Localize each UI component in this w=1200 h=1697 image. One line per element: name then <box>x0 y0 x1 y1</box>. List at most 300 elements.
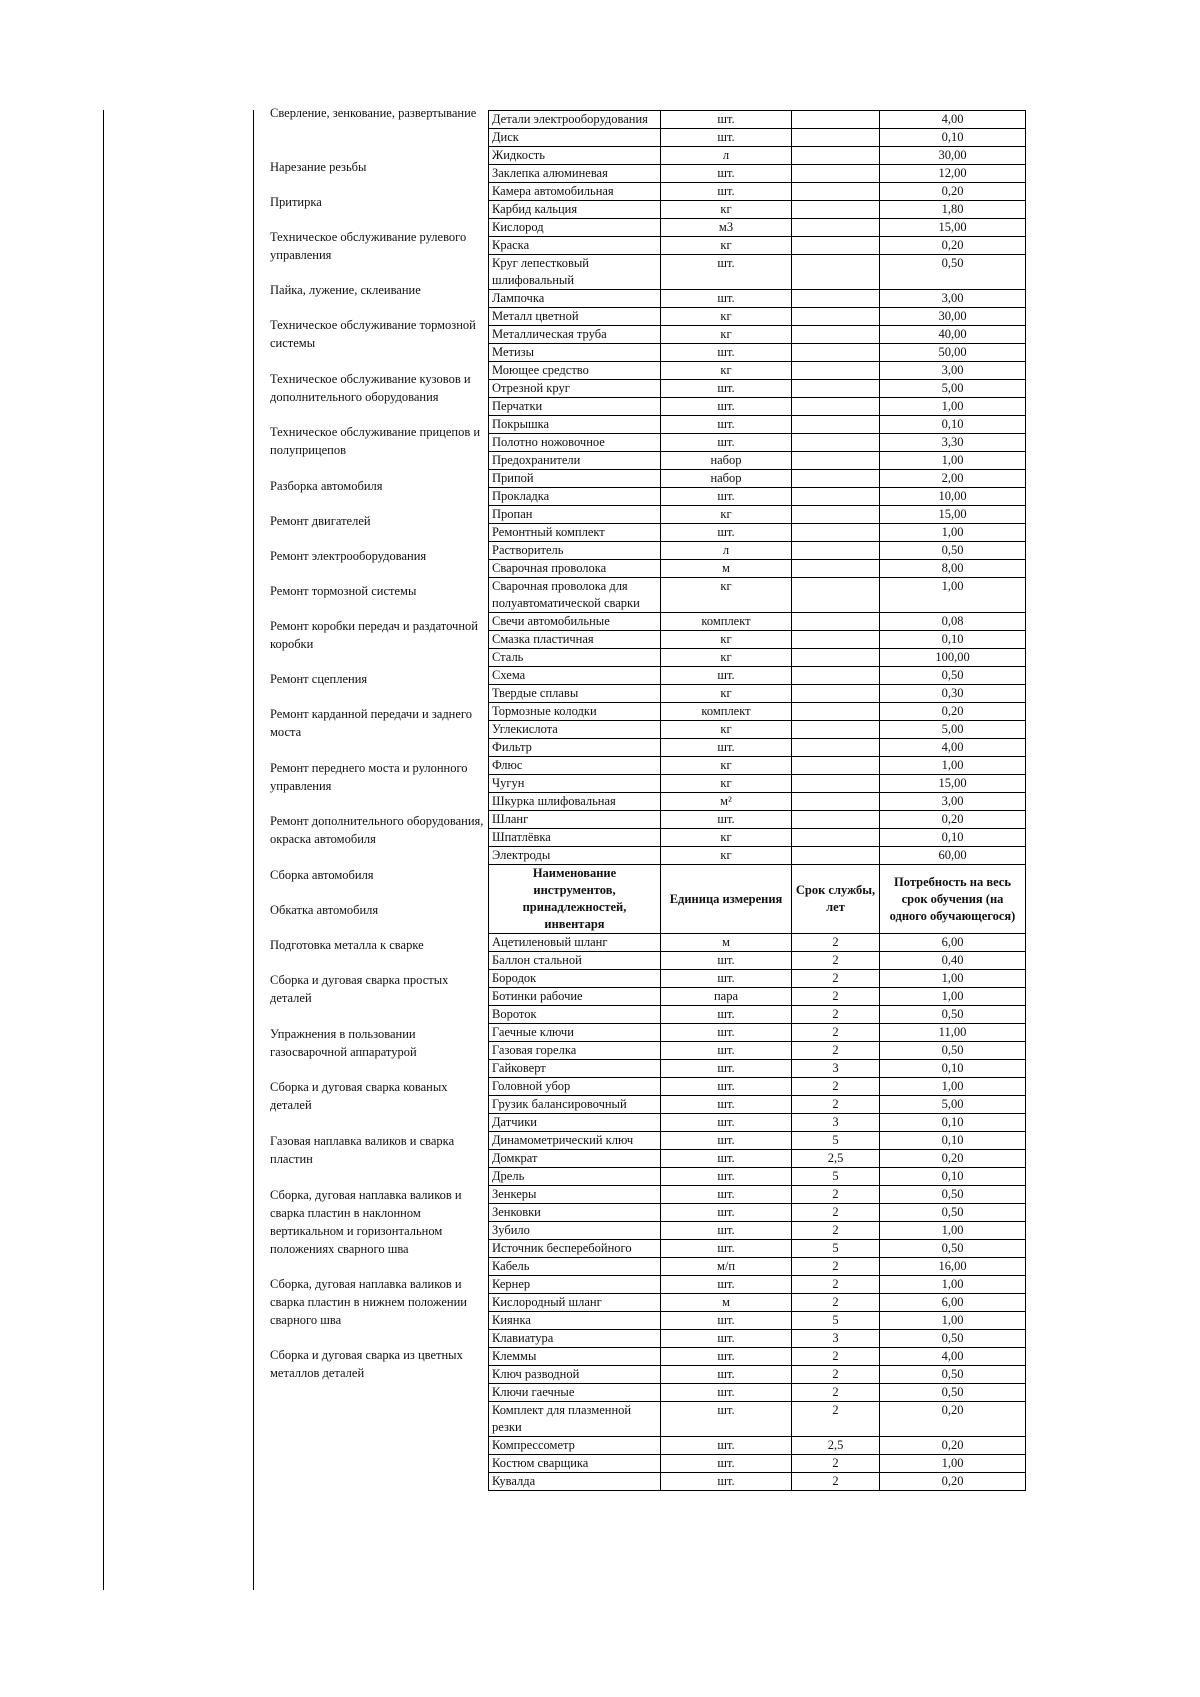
unit-cell: кг <box>661 649 792 667</box>
item-name-cell: Металл цветной <box>489 308 661 326</box>
unit-cell: шт. <box>661 1114 792 1132</box>
quantity-cell: 0,50 <box>880 255 1026 290</box>
material-row <box>489 111 1026 129</box>
unit-cell: шт. <box>661 1150 792 1168</box>
item-name-cell: Лампочка <box>489 290 661 308</box>
item-name-cell: Шланг <box>489 811 661 829</box>
service-life-cell <box>792 488 880 506</box>
service-life-cell <box>792 129 880 147</box>
unit-cell: шт. <box>661 1455 792 1473</box>
unit-cell: кг <box>661 506 792 524</box>
item-name-cell: Кувалда <box>489 1473 661 1491</box>
unit-cell: шт. <box>661 1312 792 1330</box>
item-name-cell: Наименование инструментов, принадлежностей, инвентаря <box>489 865 661 934</box>
topic-item: Сборка, дуговая наплавка валиков и сварка пластин в нижнем положении сварного шва <box>270 1277 467 1327</box>
material-row <box>489 147 1026 165</box>
tool-row <box>489 970 1026 988</box>
item-name-cell: Комплект для плазменной резки <box>489 1402 661 1437</box>
quantity-cell: 0,20 <box>880 183 1026 201</box>
quantity-cell: 0,10 <box>880 129 1026 147</box>
service-life-cell: 2 <box>792 1078 880 1096</box>
material-row <box>489 201 1026 219</box>
topic-item: Ремонт коробки передач и раздаточной коробки <box>270 619 478 651</box>
service-life-cell: 2 <box>792 1276 880 1294</box>
quantity-cell: 6,00 <box>880 934 1026 952</box>
item-name-cell: Гаечные ключи <box>489 1024 661 1042</box>
tool-row <box>489 1222 1026 1240</box>
tool-row <box>489 1096 1026 1114</box>
material-row <box>489 775 1026 793</box>
service-life-cell: 3 <box>792 1114 880 1132</box>
unit-cell: комплект <box>661 703 792 721</box>
item-name-cell: Моющее средство <box>489 362 661 380</box>
service-life-cell <box>792 165 880 183</box>
unit-cell: шт. <box>661 183 792 201</box>
quantity-cell: 0,50 <box>880 1006 1026 1024</box>
quantity-cell: 0,20 <box>880 1437 1026 1455</box>
service-life-cell: 5 <box>792 1168 880 1186</box>
item-name-cell: Кабель <box>489 1258 661 1276</box>
material-row <box>489 362 1026 380</box>
material-row <box>489 829 1026 847</box>
item-name-cell: Домкрат <box>489 1150 661 1168</box>
service-life-cell <box>792 506 880 524</box>
item-name-cell: Диск <box>489 129 661 147</box>
quantity-cell: 2,00 <box>880 470 1026 488</box>
quantity-cell: 15,00 <box>880 775 1026 793</box>
quantity-cell: 3,00 <box>880 362 1026 380</box>
item-name-cell: Детали электрооборудования <box>489 111 661 129</box>
item-name-cell: Источник бесперебойного <box>489 1240 661 1258</box>
quantity-cell: 0,10 <box>880 1132 1026 1150</box>
tool-row <box>489 952 1026 970</box>
quantity-cell: 1,00 <box>880 988 1026 1006</box>
service-life-cell: 2,5 <box>792 1437 880 1455</box>
item-name-cell: Кислород <box>489 219 661 237</box>
quantity-cell: 0,10 <box>880 631 1026 649</box>
material-row <box>489 380 1026 398</box>
tool-row <box>489 934 1026 952</box>
quantity-cell: 1,00 <box>880 1078 1026 1096</box>
item-name-cell: Тормозные колодки <box>489 703 661 721</box>
item-name-cell: Металлическая труба <box>489 326 661 344</box>
item-name-cell: Зубило <box>489 1222 661 1240</box>
item-name-cell: Сталь <box>489 649 661 667</box>
service-life-cell <box>792 667 880 685</box>
unit-cell: шт. <box>661 1024 792 1042</box>
unit-cell: шт. <box>661 739 792 757</box>
materials-tools-table <box>488 110 1026 1491</box>
topic-item: Ремонт дополнительного оборудования, окраска автомобиля <box>270 814 484 846</box>
service-life-cell <box>792 613 880 631</box>
item-name-cell: Динамометрический ключ <box>489 1132 661 1150</box>
item-name-cell: Перчатки <box>489 398 661 416</box>
service-life-cell <box>792 147 880 165</box>
material-row <box>489 578 1026 613</box>
service-life-cell: 2 <box>792 1294 880 1312</box>
service-life-cell: 2 <box>792 970 880 988</box>
item-name-cell: Предохранители <box>489 452 661 470</box>
quantity-cell: 8,00 <box>880 560 1026 578</box>
tool-row <box>489 1114 1026 1132</box>
topic-item: Техническое обслуживание тормозной системы <box>270 318 476 350</box>
unit-cell: шт. <box>661 434 792 452</box>
unit-cell: кг <box>661 631 792 649</box>
quantity-cell: 1,00 <box>880 970 1026 988</box>
quantity-cell: 1,00 <box>880 1312 1026 1330</box>
topic-item: Техническое обслуживание кузовов и дополнительного оборудования <box>270 372 471 404</box>
topic-item: Нарезание резьбы <box>270 160 367 174</box>
item-name-cell: Грузик балансировочный <box>489 1096 661 1114</box>
unit-cell: шт. <box>661 1348 792 1366</box>
item-name-cell: Заклепка алюминевая <box>489 165 661 183</box>
topic-item: Газовая наплавка валиков и сварка пластин <box>270 1134 455 1166</box>
unit-cell: шт. <box>661 380 792 398</box>
quantity-cell: 15,00 <box>880 219 1026 237</box>
unit-cell: шт. <box>661 1240 792 1258</box>
service-life-cell: 2 <box>792 1024 880 1042</box>
item-name-cell: Чугун <box>489 775 661 793</box>
item-name-cell: Вороток <box>489 1006 661 1024</box>
unit-cell: шт. <box>661 1006 792 1024</box>
quantity-cell: 0,10 <box>880 1114 1026 1132</box>
unit-cell: м <box>661 934 792 952</box>
unit-cell: м <box>661 560 792 578</box>
item-name-cell: Костюм сварщика <box>489 1455 661 1473</box>
unit-cell: шт. <box>661 667 792 685</box>
tool-row <box>489 1042 1026 1060</box>
material-row <box>489 255 1026 290</box>
item-name-cell: Углекислота <box>489 721 661 739</box>
material-row <box>489 452 1026 470</box>
service-life-cell: 2 <box>792 1455 880 1473</box>
unit-cell: шт. <box>661 1042 792 1060</box>
unit-cell: шт. <box>661 129 792 147</box>
item-name-cell: Ботинки рабочие <box>489 988 661 1006</box>
unit-cell: кг <box>661 757 792 775</box>
item-name-cell: Ацетиленовый шланг <box>489 934 661 952</box>
quantity-cell: 0,20 <box>880 703 1026 721</box>
unit-cell: шт. <box>661 524 792 542</box>
service-life-cell: 2 <box>792 1222 880 1240</box>
unit-cell: шт. <box>661 1384 792 1402</box>
quantity-cell: 0,50 <box>880 1042 1026 1060</box>
quantity-cell: 0,20 <box>880 1473 1026 1491</box>
item-name-cell: Бородок <box>489 970 661 988</box>
tool-row <box>489 1437 1026 1455</box>
unit-cell: кг <box>661 578 792 613</box>
item-name-cell: Электроды <box>489 847 661 865</box>
material-row <box>489 793 1026 811</box>
unit-cell: шт. <box>661 1330 792 1348</box>
unit-cell: шт. <box>661 165 792 183</box>
unit-cell: кг <box>661 775 792 793</box>
item-name-cell: Жидкость <box>489 147 661 165</box>
service-life-cell: 2 <box>792 1348 880 1366</box>
material-row <box>489 308 1026 326</box>
tool-row <box>489 1455 1026 1473</box>
service-life-cell: 5 <box>792 1132 880 1150</box>
service-life-cell: 3 <box>792 1330 880 1348</box>
material-row <box>489 165 1026 183</box>
service-life-cell <box>792 631 880 649</box>
quantity-cell: 4,00 <box>880 739 1026 757</box>
unit-cell: кг <box>661 201 792 219</box>
item-name-cell: Дрель <box>489 1168 661 1186</box>
service-life-cell: 2 <box>792 1204 880 1222</box>
item-name-cell: Метизы <box>489 344 661 362</box>
material-row <box>489 721 1026 739</box>
topic-item: Сборка автомобиля <box>270 868 374 882</box>
tool-row <box>489 1258 1026 1276</box>
unit-cell: набор <box>661 452 792 470</box>
unit-cell: м/п <box>661 1258 792 1276</box>
tool-row <box>489 1186 1026 1204</box>
item-name-cell: Краска <box>489 237 661 255</box>
quantity-cell: 1,80 <box>880 201 1026 219</box>
item-name-cell: Сварочная проволока для полуавтоматической сварки <box>489 578 661 613</box>
service-life-cell: 2 <box>792 988 880 1006</box>
unit-cell: кг <box>661 721 792 739</box>
unit-cell: кг <box>661 326 792 344</box>
item-name-cell: Свечи автомобильные <box>489 613 661 631</box>
topic-item: Ремонт двигателей <box>270 514 371 528</box>
material-row <box>489 560 1026 578</box>
tool-row <box>489 1240 1026 1258</box>
material-row <box>489 470 1026 488</box>
service-life-cell <box>792 793 880 811</box>
material-row <box>489 344 1026 362</box>
material-row <box>489 237 1026 255</box>
quantity-cell: 0,50 <box>880 1384 1026 1402</box>
topic-item: Сборка и дуговая сварка кованых деталей <box>270 1080 448 1112</box>
topic-item: Техническое обслуживание рулевого управления <box>270 230 467 262</box>
quantity-cell: 0,50 <box>880 1186 1026 1204</box>
service-life-cell <box>792 829 880 847</box>
quantity-cell: 1,00 <box>880 1222 1026 1240</box>
material-row <box>489 488 1026 506</box>
item-name-cell: Отрезной круг <box>489 380 661 398</box>
item-name-cell: Ремонтный комплект <box>489 524 661 542</box>
service-life-cell: 2,5 <box>792 1150 880 1168</box>
item-name-cell: Покрышка <box>489 416 661 434</box>
service-life-cell <box>792 201 880 219</box>
page-left-rule <box>103 110 104 1590</box>
item-name-cell: Прокладка <box>489 488 661 506</box>
tool-row <box>489 1366 1026 1384</box>
material-row <box>489 739 1026 757</box>
quantity-cell: 15,00 <box>880 506 1026 524</box>
service-life-cell <box>792 308 880 326</box>
unit-cell: шт. <box>661 1060 792 1078</box>
material-row <box>489 524 1026 542</box>
tool-row <box>489 1006 1026 1024</box>
service-life-cell <box>792 775 880 793</box>
quantity-cell: 0,20 <box>880 1150 1026 1168</box>
quantity-cell: 1,00 <box>880 398 1026 416</box>
service-life-cell <box>792 685 880 703</box>
material-row <box>489 703 1026 721</box>
quantity-cell: 0,20 <box>880 1402 1026 1437</box>
item-name-cell: Круг лепестковый шлифовальный <box>489 255 661 290</box>
service-life-cell <box>792 326 880 344</box>
material-row <box>489 416 1026 434</box>
quantity-cell: 0,50 <box>880 1240 1026 1258</box>
quantity-cell: 4,00 <box>880 1348 1026 1366</box>
item-name-cell: Ключ разводной <box>489 1366 661 1384</box>
service-life-cell <box>792 183 880 201</box>
item-name-cell: Карбид кальция <box>489 201 661 219</box>
unit-cell: кг <box>661 829 792 847</box>
service-life-cell <box>792 739 880 757</box>
quantity-cell: 0,30 <box>880 685 1026 703</box>
service-life-cell: 2 <box>792 952 880 970</box>
quantity-cell: 0,10 <box>880 1168 1026 1186</box>
item-name-cell: Зенкеры <box>489 1186 661 1204</box>
service-life-cell: 3 <box>792 1060 880 1078</box>
topic-item: Пайка, лужение, склеивание <box>270 283 421 297</box>
unit-cell: м3 <box>661 219 792 237</box>
tool-row <box>489 1294 1026 1312</box>
item-name-cell: Баллон стальной <box>489 952 661 970</box>
quantity-cell: 5,00 <box>880 380 1026 398</box>
material-row <box>489 219 1026 237</box>
quantity-cell: 40,00 <box>880 326 1026 344</box>
topic-item: Сверление, зенкование, развертывание <box>270 106 477 120</box>
service-life-cell <box>792 649 880 667</box>
unit-cell: кг <box>661 308 792 326</box>
item-name-cell: Шкурка шлифовальная <box>489 793 661 811</box>
unit-cell: л <box>661 147 792 165</box>
item-name-cell: Гайковерт <box>489 1060 661 1078</box>
tool-row <box>489 1348 1026 1366</box>
quantity-cell: 0,20 <box>880 811 1026 829</box>
material-row <box>489 757 1026 775</box>
unit-cell: комплект <box>661 613 792 631</box>
service-life-cell <box>792 434 880 452</box>
item-name-cell: Твердые сплавы <box>489 685 661 703</box>
quantity-cell: 50,00 <box>880 344 1026 362</box>
topic-item: Разборка автомобиля <box>270 479 383 493</box>
unit-cell: шт. <box>661 811 792 829</box>
material-row <box>489 847 1026 865</box>
unit-cell: шт. <box>661 1204 792 1222</box>
quantity-cell: 16,00 <box>880 1258 1026 1276</box>
unit-cell: шт. <box>661 1366 792 1384</box>
unit-cell: шт. <box>661 1473 792 1491</box>
service-life-cell <box>792 255 880 290</box>
topic-item: Подготовка металла к сварке <box>270 938 424 952</box>
topic-item: Сборка и дуговая сварка из цветных металлов деталей <box>270 1348 463 1380</box>
unit-cell: м² <box>661 793 792 811</box>
quantity-cell: 0,50 <box>880 1330 1026 1348</box>
service-life-cell: 2 <box>792 934 880 952</box>
unit-cell: кг <box>661 847 792 865</box>
quantity-cell: 0,10 <box>880 1060 1026 1078</box>
item-name-cell: Ключи гаечные <box>489 1384 661 1402</box>
material-row <box>489 398 1026 416</box>
service-life-cell: 2 <box>792 1402 880 1437</box>
unit-cell: шт. <box>661 1276 792 1294</box>
unit-cell: шт. <box>661 255 792 290</box>
material-row <box>489 326 1026 344</box>
tool-row <box>489 1473 1026 1491</box>
material-row <box>489 811 1026 829</box>
quantity-cell: 1,00 <box>880 524 1026 542</box>
topic-item: Ремонт сцепления <box>270 672 368 686</box>
tool-row <box>489 1132 1026 1150</box>
quantity-cell: 0,08 <box>880 613 1026 631</box>
unit-cell: шт. <box>661 1437 792 1455</box>
quantity-cell: 1,00 <box>880 757 1026 775</box>
unit-cell: шт. <box>661 1132 792 1150</box>
item-name-cell: Зенковки <box>489 1204 661 1222</box>
unit-cell: кг <box>661 362 792 380</box>
material-row <box>489 542 1026 560</box>
item-name-cell: Растворитель <box>489 542 661 560</box>
item-name-cell: Камера автомобильная <box>489 183 661 201</box>
item-name-cell: Пропан <box>489 506 661 524</box>
service-life-cell <box>792 757 880 775</box>
tool-row <box>489 1168 1026 1186</box>
material-row <box>489 434 1026 452</box>
quantity-cell: 4,00 <box>880 111 1026 129</box>
service-life-cell <box>792 470 880 488</box>
unit-cell: Единица измерения <box>661 865 792 934</box>
material-row <box>489 183 1026 201</box>
quantity-cell: 10,00 <box>880 488 1026 506</box>
material-row <box>489 649 1026 667</box>
quantity-cell: 0,50 <box>880 542 1026 560</box>
material-row <box>489 613 1026 631</box>
service-life-cell: 2 <box>792 1473 880 1491</box>
service-life-cell: 2 <box>792 1366 880 1384</box>
quantity-cell: 12,00 <box>880 165 1026 183</box>
service-life-cell <box>792 111 880 129</box>
unit-cell: шт. <box>661 398 792 416</box>
tool-row <box>489 1330 1026 1348</box>
topic-item: Ремонт электрооборудования <box>270 549 427 563</box>
topic-item: Техническое обслуживание прицепов и полуприцепов <box>270 425 481 457</box>
unit-cell: шт. <box>661 1186 792 1204</box>
item-name-cell: Полотно ножовочное <box>489 434 661 452</box>
service-life-cell <box>792 380 880 398</box>
quantity-cell: 5,00 <box>880 1096 1026 1114</box>
tool-row <box>489 988 1026 1006</box>
unit-cell: шт. <box>661 952 792 970</box>
tools-header-row <box>489 865 1026 934</box>
quantity-cell: 0,50 <box>880 667 1026 685</box>
service-life-cell: Срок службы, лет <box>792 865 880 934</box>
item-name-cell: Кернер <box>489 1276 661 1294</box>
item-name-cell: Схема <box>489 667 661 685</box>
quantity-cell: 1,00 <box>880 1276 1026 1294</box>
material-row <box>489 685 1026 703</box>
service-life-cell: 5 <box>792 1312 880 1330</box>
tool-row <box>489 1078 1026 1096</box>
quantity-cell: 3,30 <box>880 434 1026 452</box>
tool-row <box>489 1150 1026 1168</box>
item-name-cell: Шпатлёвка <box>489 829 661 847</box>
quantity-cell: Потребность на весь срок обучения (на одного обучающегося) <box>880 865 1026 934</box>
service-life-cell: 2 <box>792 1006 880 1024</box>
tool-row <box>489 1060 1026 1078</box>
material-row <box>489 290 1026 308</box>
service-life-cell <box>792 524 880 542</box>
topic-item: Притирка <box>270 195 322 209</box>
service-life-cell <box>792 398 880 416</box>
quantity-cell: 11,00 <box>880 1024 1026 1042</box>
